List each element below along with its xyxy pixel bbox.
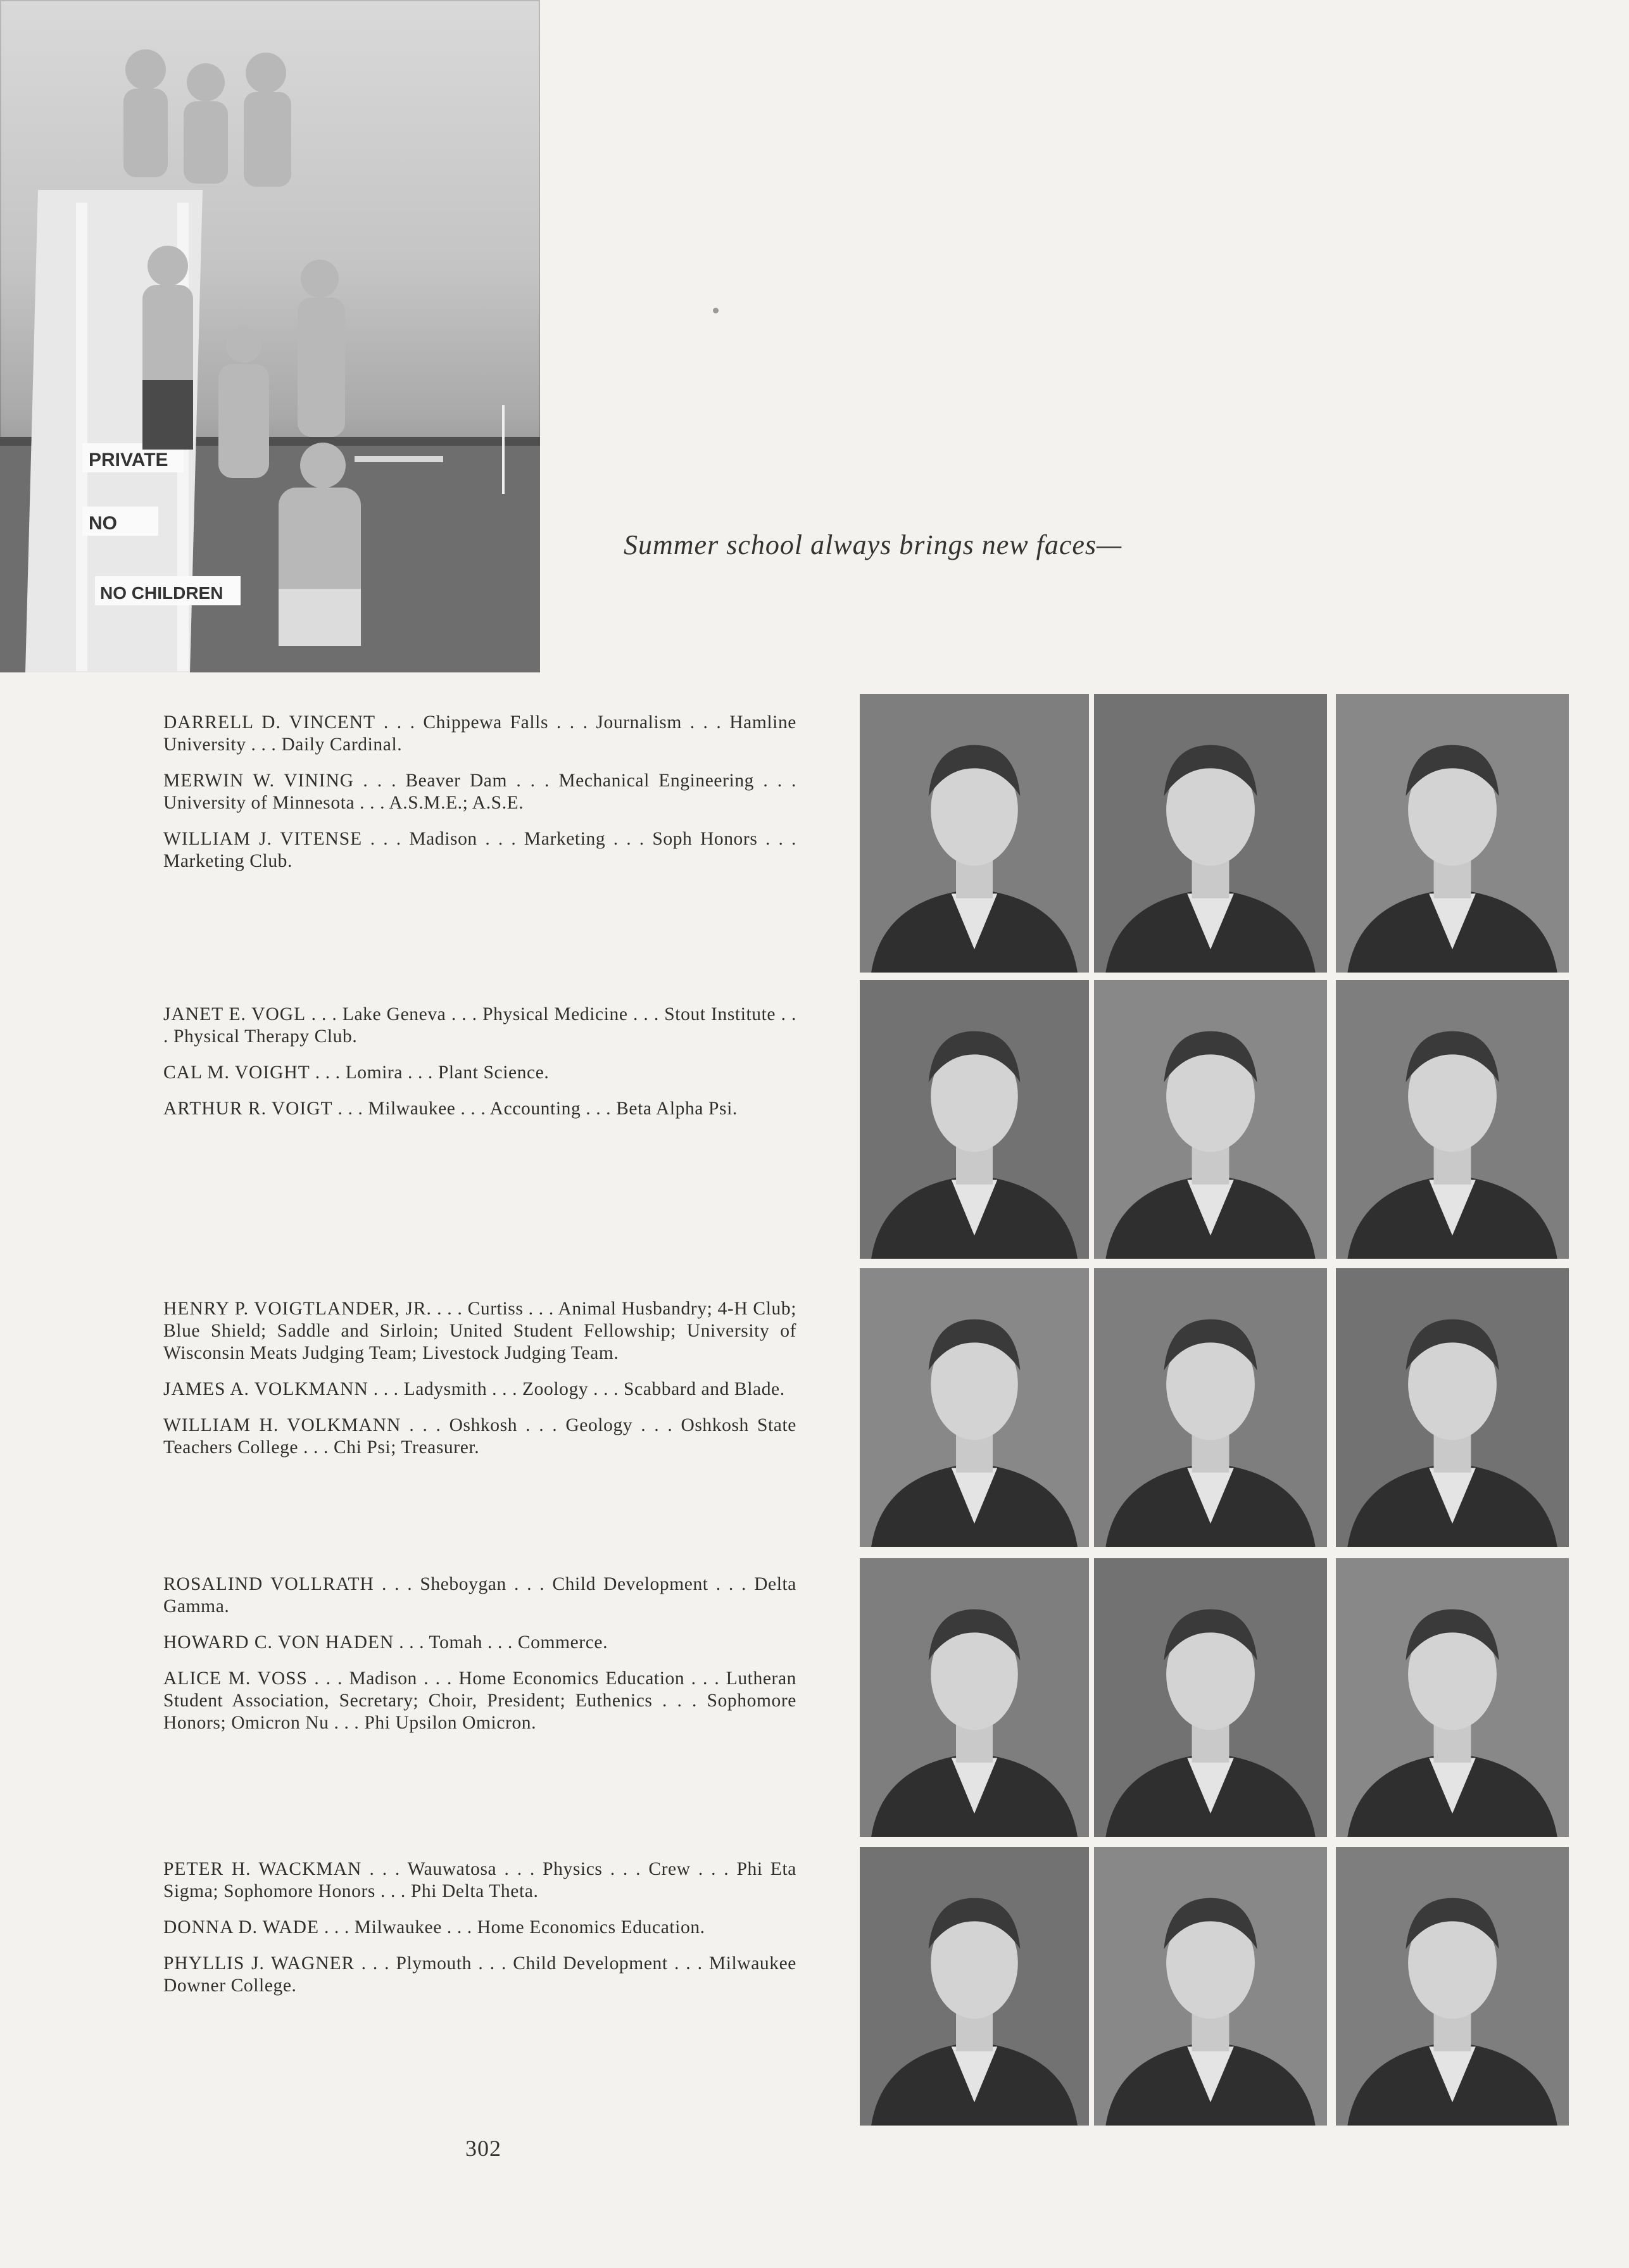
entry-group-1 — [163, 712, 796, 886]
student-name: JANET E. VOGL — [163, 1004, 306, 1024]
student-entry — [163, 1298, 796, 1364]
student-portrait-photo — [860, 980, 1089, 1259]
sign-private: PRIVATE — [89, 450, 168, 470]
student-name: ARTHUR R. VOIGT — [163, 1099, 333, 1119]
student-details: . . . Madison . . . Home Economics Education . . . Lutheran Student Association, Secretary; Choir, President; Euthenics . . . Sophomore Honors; Omicron Nu . . . Phi Upsilon Omicron. — [163, 1668, 796, 1733]
student-details: . . . Madison . . . Marketing . . . Soph Honors . . . Marketing Club. — [163, 829, 796, 871]
student-portrait-photo — [860, 1558, 1089, 1837]
student-details: . . . Milwaukee . . . Home Economics Education. — [319, 1917, 705, 1937]
student-name: HOWARD C. VON HADEN — [163, 1632, 394, 1653]
student-entry — [163, 1917, 796, 1939]
entry-group-2 — [163, 1004, 796, 1134]
student-portrait-photo — [1094, 1268, 1327, 1547]
student-portrait-photo — [1336, 694, 1569, 973]
student-details: . . . Curtiss . . . Animal Husbandry; 4-H Club; Blue Shield; Saddle and Sirloin; United Student Fellowship; University of Wisconsin Meats Judging Team; Livestock Judging Team. — [163, 1299, 796, 1363]
lifeguard-tower-photo — [0, 0, 540, 672]
student-entry — [163, 712, 796, 756]
student-name: DONNA D. WADE — [163, 1917, 319, 1937]
student-portrait-photo — [1094, 980, 1327, 1259]
student-portrait-photo — [1336, 1558, 1569, 1837]
student-details: . . . Lake Geneva . . . Physical Medicine . . . Stout Institute . . . Physical Therapy Club. — [163, 1004, 796, 1047]
sign-no-children: NO CHILDREN — [100, 583, 223, 603]
student-name: WILLIAM H. VOLKMANN — [163, 1415, 401, 1435]
student-entry — [163, 1573, 796, 1618]
student-portrait-photo — [860, 694, 1089, 973]
student-name: PHYLLIS J. WAGNER — [163, 1953, 355, 1974]
student-portrait-photo — [1336, 1847, 1569, 2126]
student-details: . . . Chippewa Falls . . . Journalism . . . Hamline University . . . Daily Cardinal. — [163, 712, 796, 755]
student-details: . . . Tomah . . . Commerce. — [394, 1632, 608, 1653]
student-entry — [163, 1858, 796, 1903]
student-name: HENRY P. VOIGTLANDER, JR. — [163, 1299, 432, 1319]
student-details: . . . Lomira . . . Plant Science. — [310, 1062, 550, 1083]
student-portrait-photo — [1094, 1847, 1327, 2126]
student-details: . . . Ladysmith . . . Zoology . . . Scabbard and Blade. — [368, 1379, 785, 1399]
student-entry — [163, 828, 796, 873]
student-details: . . . Sheboygan . . . Child Development . . . Delta Gamma. — [163, 1574, 796, 1616]
student-name: PETER H. WACKMAN — [163, 1859, 362, 1879]
student-entry — [163, 1632, 796, 1654]
student-details: . . . Wauwatosa . . . Physics . . . Crew . . . Phi Eta Sigma; Sophomore Honors . . . Phi Delta Theta. — [163, 1859, 796, 1901]
student-entry — [163, 1414, 796, 1459]
student-details: . . . Oshkosh . . . Geology . . . Oshkosh State Teachers College . . . Chi Psi; Treasurer. — [163, 1415, 796, 1458]
student-entry — [163, 1004, 796, 1048]
student-name: MERWIN W. VINING — [163, 771, 355, 791]
student-portrait-photo — [860, 1847, 1089, 2126]
student-name: ROSALIND VOLLRATH — [163, 1574, 374, 1594]
student-details: . . . Beaver Dam . . . Mechanical Engineering . . . University of Minnesota . . . A.S.M.E.; A.S.E. — [163, 771, 796, 813]
student-name: CAL M. VOIGHT — [163, 1062, 310, 1083]
sign-no: NO — [89, 513, 117, 534]
student-details: . . . Plymouth . . . Child Development . . . Milwaukee Downer College. — [163, 1953, 796, 1996]
student-name: DARRELL D. VINCENT — [163, 712, 376, 733]
beach-photo-art — [0, 0, 540, 672]
entry-group-3 — [163, 1298, 796, 1473]
page-number: 302 — [465, 2136, 501, 2161]
student-entry — [163, 1062, 796, 1084]
student-portrait-photo — [1336, 980, 1569, 1259]
student-name: ALICE M. VOSS — [163, 1668, 308, 1689]
student-entry — [163, 1953, 796, 1997]
entry-group-5 — [163, 1858, 796, 2011]
student-entry — [163, 1668, 796, 1734]
page-caption: Summer school always brings new faces— — [624, 529, 1123, 560]
student-portrait-photo — [860, 1268, 1089, 1547]
student-entry — [163, 1098, 796, 1120]
student-portrait-photo — [1094, 1558, 1327, 1837]
page-speck — [713, 308, 719, 313]
student-details: . . . Milwaukee . . . Accounting . . . Beta Alpha Psi. — [332, 1099, 738, 1119]
entry-group-4 — [163, 1573, 796, 1748]
student-name: WILLIAM J. VITENSE — [163, 829, 363, 849]
student-name: JAMES A. VOLKMANN — [163, 1379, 368, 1399]
student-portrait-photo — [1094, 694, 1327, 973]
student-entry — [163, 770, 796, 814]
student-entry — [163, 1378, 796, 1401]
student-portrait-photo — [1336, 1268, 1569, 1547]
